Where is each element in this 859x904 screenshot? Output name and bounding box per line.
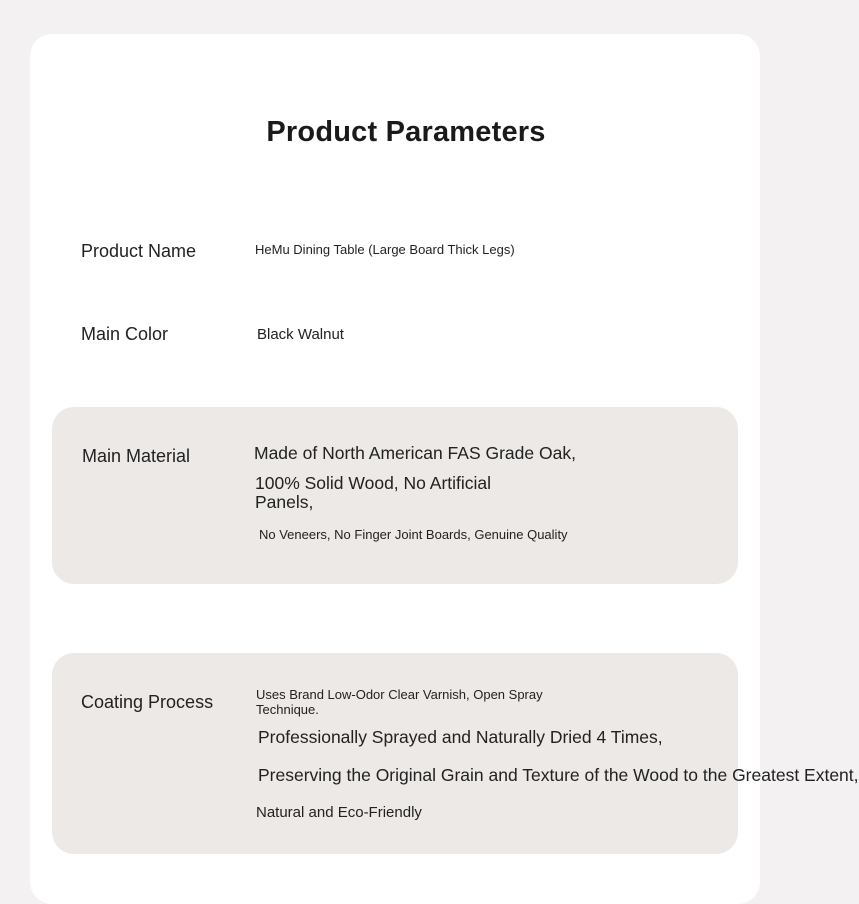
- page-title: Product Parameters: [266, 116, 546, 148]
- coating-process-line-2: Professionally Sprayed and Naturally Dried 4 Times,: [258, 727, 663, 747]
- main-color-value: Black Walnut: [257, 326, 344, 343]
- product-name-label: Product Name: [81, 241, 197, 261]
- main-material-line-3: No Veneers, No Finger Joint Boards, Genuine Quality: [259, 527, 568, 542]
- coating-process-line-1: Uses Brand Low-Odor Clear Varnish, Open Spray Technique.: [256, 687, 543, 717]
- coating-process-panel: [52, 653, 738, 854]
- coating-process-label: Coating Process: [81, 692, 214, 712]
- main-color-label: Main Color: [81, 324, 169, 344]
- main-material-line-1: Made of North American FAS Grade Oak,: [254, 443, 576, 463]
- coating-process-line-3: Preserving the Original Grain and Texture of the Wood to the Greatest Extent,: [258, 765, 859, 785]
- main-material-line-2: 100% Solid Wood, No Artificial Panels,: [255, 473, 492, 512]
- main-material-label: Main Material: [82, 446, 191, 466]
- product-name-value: HeMu Dining Table (Large Board Thick Legs): [255, 242, 515, 257]
- coating-process-line-4: Natural and Eco-Friendly: [256, 804, 422, 821]
